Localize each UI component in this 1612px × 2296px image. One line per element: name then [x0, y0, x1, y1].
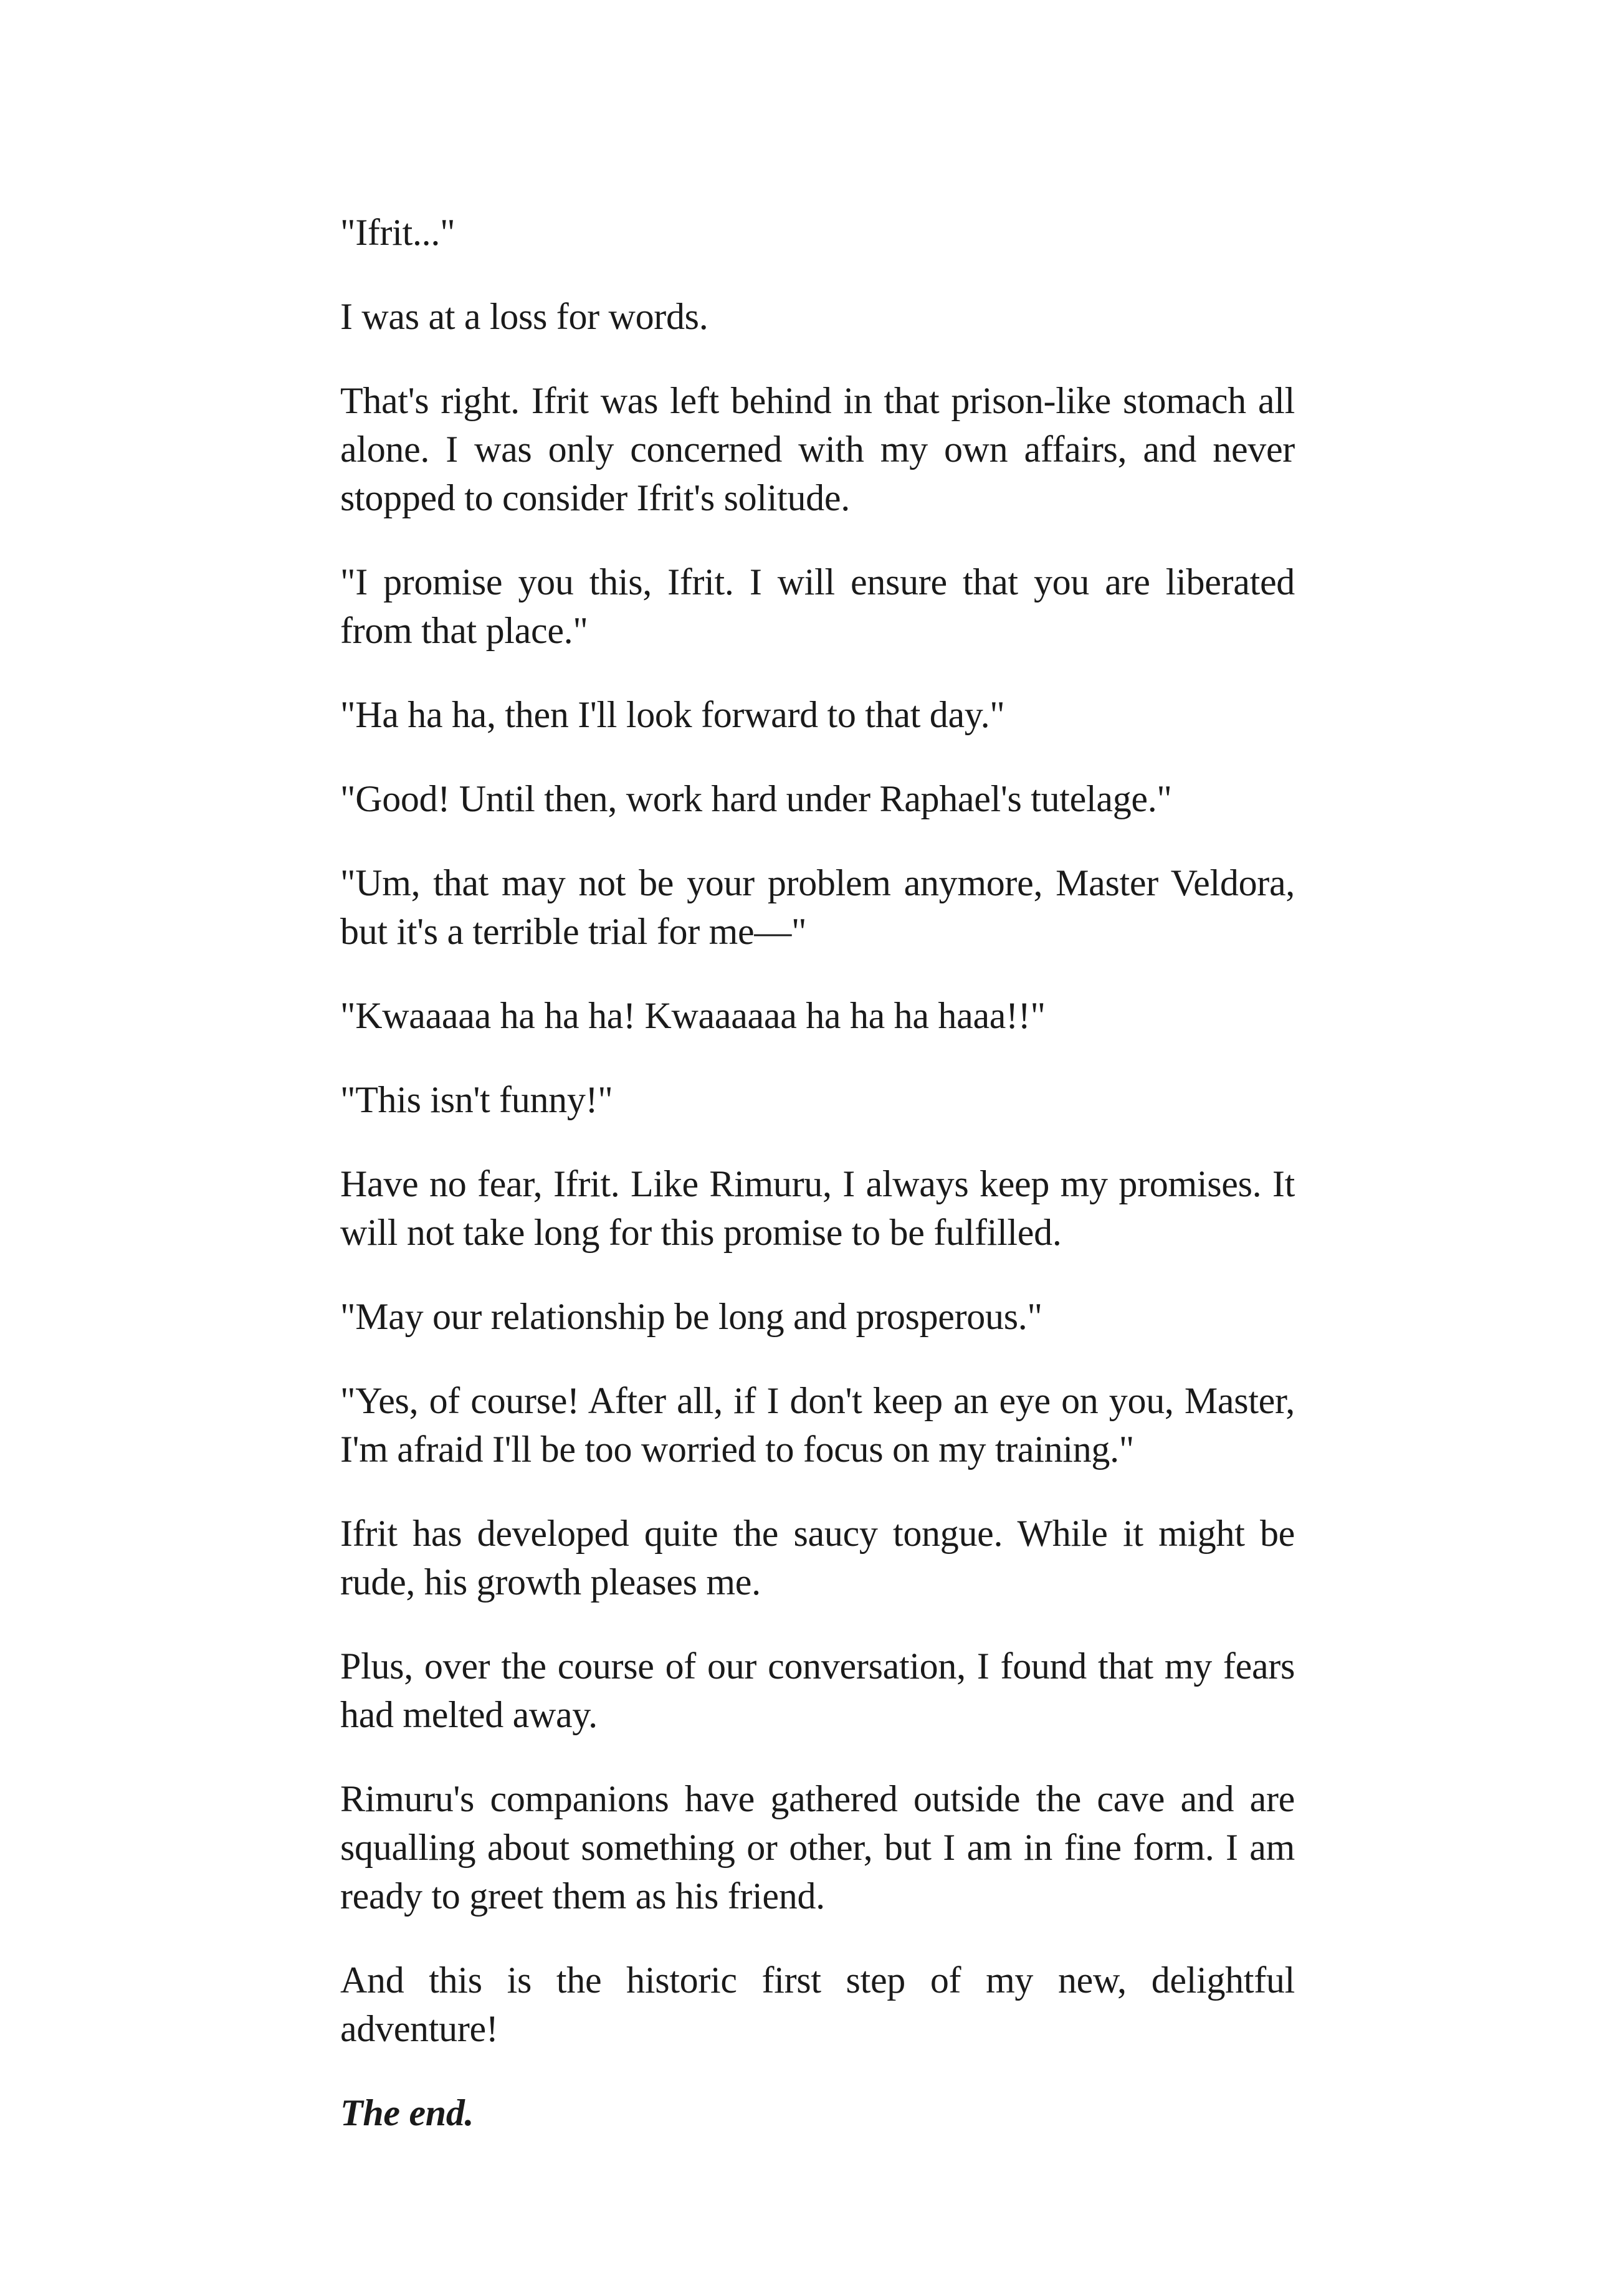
paragraph: "Ha ha ha, then I'll look forward to that day."	[340, 694, 1005, 735]
paragraph: "May our relationship be long and prosperous."	[340, 1296, 1042, 1337]
paragraph: "Yes, of course! After all, if I don't keep an eye on you, Master, I'm afraid I'll be too worried to focus on my training."	[340, 1380, 1295, 1470]
paragraph: "Kwaaaaa ha ha ha! Kwaaaaaa ha ha ha haaa!!"	[340, 995, 1046, 1036]
paragraph: "Um, that may not be your problem anymore, Master Veldora, but it's a terrible trial for me—"	[340, 862, 1295, 952]
paragraph: "Ifrit..."	[340, 212, 455, 253]
paragraph: And this is the historic first step of my new, delightful adventure!	[340, 1960, 1295, 2049]
paragraph: "This isn't funny!"	[340, 1079, 613, 1120]
paragraph: That's right. Ifrit was left behind in that prison-like stomach all alone. I was only concerned with my own affairs, and never stopped to consider Ifrit's solitude.	[340, 380, 1295, 518]
paragraph: Plus, over the course of our conversation, I found that my fears had melted away.	[340, 1646, 1295, 1735]
paragraph: "Good! Until then, work hard under Raphael's tutelage."	[340, 778, 1172, 819]
paragraph: I was at a loss for words.	[340, 296, 708, 337]
paragraph: Have no fear, Ifrit. Like Rimuru, I always keep my promises. It will not take long for this promise to be fulfilled.	[340, 1163, 1295, 1253]
the-end-label: The end.	[340, 2092, 474, 2133]
paragraph: "I promise you this, Ifrit. I will ensure that you are liberated from that place."	[340, 561, 1295, 651]
paragraph: Rimuru's companions have gathered outside the cave and are squalling about something or other, but I am in fine form. I am ready to greet them as his friend.	[340, 1778, 1295, 1917]
paragraph: Ifrit has developed quite the saucy tongue. While it might be rude, his growth pleases me.	[340, 1513, 1295, 1603]
